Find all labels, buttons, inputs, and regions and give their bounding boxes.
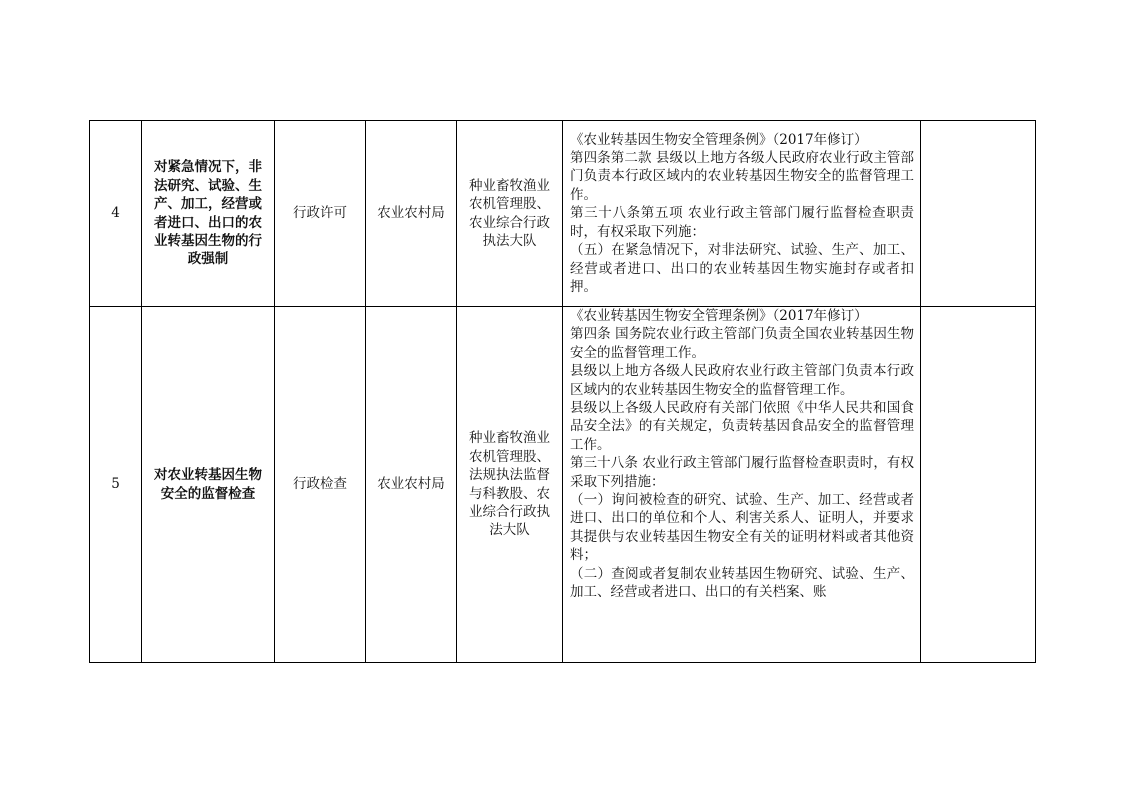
legal-basis-cell <box>563 121 921 307</box>
table-row <box>90 307 1036 663</box>
legal-basis-paragraph: 第三十八条第五项 农业行政主管部门履行监督检查职责时，有权采取下列施： <box>570 205 914 240</box>
power-category: 行政许可 <box>275 121 366 307</box>
legal-basis-paragraph: 《农业转基因生物安全管理条例》（2017年修订） <box>570 308 868 324</box>
legal-basis-paragraph: 第三十八条 农业行政主管部门履行监督检查职责时，有权采取下列措施： <box>570 455 914 490</box>
implementing-subject: 农业农村局 <box>377 205 445 222</box>
implementing-subject-cell <box>366 307 457 663</box>
undertaking-unit: 种业畜牧渔业农机管理股、法规执法监督与科教股、农业综合行政执法大队 <box>469 430 550 539</box>
row-number: 5 <box>90 307 142 663</box>
legal-basis-paragraph: 第四条第二款 县级以上地方各级人民政府农业行政主管部门负责本行政区域内的农业转基因生物安全的监督管理工作。 <box>570 150 914 203</box>
legal-basis-cell <box>563 307 921 663</box>
legal-basis-paragraph: 县级以上各级人民政府有关部门依照《中华人民共和国食品安全法》的有关规定，负责转基因食品安全的监督管理工作。 <box>570 400 914 453</box>
table-row <box>90 121 1036 307</box>
row-number: 4 <box>90 121 142 307</box>
legal-basis-paragraph: 第四条 国务院农业行政主管部门负责全国农业转基因生物安全的监督管理工作。 <box>570 326 914 361</box>
implementing-subject: 农业农村局 <box>377 476 445 493</box>
undertaking-unit-cell <box>457 307 563 663</box>
undertaking-unit: 种业畜牧渔业农机管理股、农业综合行政执法大队 <box>469 177 550 249</box>
legal-basis-paragraph: （五）在紧急情况下，对非法研究、试验、生产、加工、经营或者进口、出口的农业转基因生物实施封存或者扣押。 <box>570 242 914 295</box>
remark-cell <box>921 307 1036 663</box>
legal-basis-paragraph: （一）询问被检查的研究、试验、生产、加工、经营或者进口、出口的单位和个人、利害关系人、证明人，并要求其提供与农业转基因生物安全有关的证明材料或者其他资料； <box>570 492 914 564</box>
item-name: 对农业转基因生物安全的监督检查 <box>154 467 262 502</box>
implementing-subject-cell <box>366 121 457 307</box>
power-category: 行政检查 <box>275 307 366 663</box>
legal-basis-paragraph: （二）查阅或者复制农业转基因生物研究、试验、生产、加工、经营或者进口、出口的有关档案、账 <box>570 565 914 601</box>
legal-basis-paragraph: 《农业转基因生物安全管理条例》（2017年修订） <box>570 131 868 148</box>
undertaking-unit-cell <box>457 121 563 307</box>
remark-cell <box>921 121 1036 307</box>
item-name-cell <box>142 121 275 307</box>
item-name: 对紧急情况下，非法研究、试验、生产、加工，经营或者进口、出口的农业转基因生物的行政强制 <box>154 159 262 268</box>
power-list-table <box>89 120 1036 663</box>
legal-basis-paragraph: 县级以上地方各级人民政府农业行政主管部门负责本行政区域内的农业转基因生物安全的监督管理工作。 <box>570 363 914 398</box>
item-name-cell <box>142 307 275 663</box>
